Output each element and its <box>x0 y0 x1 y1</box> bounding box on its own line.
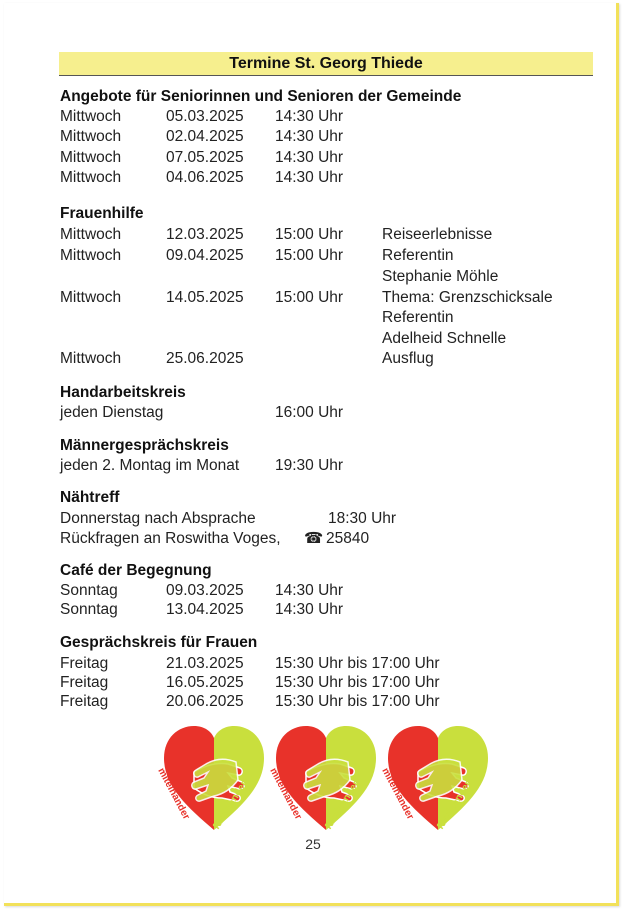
date: 09.03.2025 <box>166 582 244 599</box>
section-heading: Nähtreff <box>60 489 120 506</box>
time: 15:00 Uhr <box>275 289 344 306</box>
date: 25.06.2025 <box>166 350 244 367</box>
logo-word-right: füreinander <box>323 779 362 832</box>
schedule-text: Donnerstag nach Absprache <box>60 510 256 527</box>
contact-text: Rückfragen an Roswitha Voges, <box>60 530 281 547</box>
weekday: Mittwoch <box>60 128 122 145</box>
section-heading: Männergesprächskreis <box>60 437 229 454</box>
weekday: Mittwoch <box>60 350 122 367</box>
section-heading: Handarbeitskreis <box>60 384 186 401</box>
time: 14:30 Uhr <box>275 169 344 186</box>
time: 15:30 Uhr bis 17:00 Uhr <box>275 674 440 691</box>
time: 14:30 Uhr <box>275 149 344 166</box>
note: Adelheid Schnelle <box>382 330 507 347</box>
weekday: Mittwoch <box>60 149 122 166</box>
time: 19:30 Uhr <box>275 457 344 474</box>
note: Thema: Grenzschicksale <box>382 289 553 306</box>
weekday: Mittwoch <box>60 169 122 186</box>
time: 15:30 Uhr bis 17:00 Uhr <box>275 693 440 710</box>
weekday: Sonntag <box>60 601 118 618</box>
time: 15:00 Uhr <box>275 247 344 264</box>
weekday: jeden 2. Montag im Monat <box>60 457 240 474</box>
note: Stephanie Möhle <box>382 268 499 285</box>
time: 18:30 Uhr <box>328 510 397 527</box>
date: 09.04.2025 <box>166 247 244 264</box>
weekday: Freitag <box>60 674 109 691</box>
logo-word-left: miteinander <box>155 766 192 822</box>
time: 14:30 Uhr <box>275 128 344 145</box>
section-heading: Café der Begegnung <box>60 562 212 579</box>
note: Ausflug <box>382 350 434 367</box>
time: 14:30 Uhr <box>275 108 344 125</box>
note: Referentin <box>382 247 454 264</box>
date: 04.06.2025 <box>166 169 244 186</box>
date: 14.05.2025 <box>166 289 244 306</box>
date: 07.05.2025 <box>166 149 244 166</box>
logo-word-left: miteinander <box>267 766 304 822</box>
date: 02.04.2025 <box>166 128 244 145</box>
phone-icon: ☎ <box>304 530 324 547</box>
weekday: Freitag <box>60 655 109 672</box>
time: 16:00 Uhr <box>275 404 344 421</box>
logo-word-right: füreinander <box>211 779 250 832</box>
weekday: Freitag <box>60 693 109 710</box>
date: 21.03.2025 <box>166 655 244 672</box>
weekday: Sonntag <box>60 582 118 599</box>
section-heading: Angebote für Seniorinnen und Senioren der Gemeinde <box>60 88 462 105</box>
miteinander-fuereinander-logos <box>148 722 498 838</box>
date: 20.06.2025 <box>166 693 244 710</box>
time: 15:00 Uhr <box>275 226 344 243</box>
section-heading: Gesprächskreis für Frauen <box>60 634 258 651</box>
phone-number: 25840 <box>326 530 370 547</box>
time: 14:30 Uhr <box>275 601 344 618</box>
date: 12.03.2025 <box>166 226 244 243</box>
note: Referentin <box>382 309 454 326</box>
weekday: Mittwoch <box>60 289 122 306</box>
section-heading: Frauenhilfe <box>60 205 144 222</box>
date: 16.05.2025 <box>166 674 244 691</box>
note: Reiseerlebnisse <box>382 226 493 243</box>
time: 15:30 Uhr bis 17:00 Uhr <box>275 655 440 672</box>
weekday: Mittwoch <box>60 108 122 125</box>
logo-word-left: miteinander <box>379 766 416 822</box>
weekday: Mittwoch <box>60 247 122 264</box>
date: 05.03.2025 <box>166 108 244 125</box>
page-title: Termine St. Georg Thiede <box>59 52 593 76</box>
date: 13.04.2025 <box>166 601 244 618</box>
weekday: jeden Dienstag <box>60 404 164 421</box>
logo-word-right: füreinander <box>435 779 474 832</box>
page-number: 25 <box>305 836 321 852</box>
weekday: Mittwoch <box>60 226 122 243</box>
time: 14:30 Uhr <box>275 582 344 599</box>
